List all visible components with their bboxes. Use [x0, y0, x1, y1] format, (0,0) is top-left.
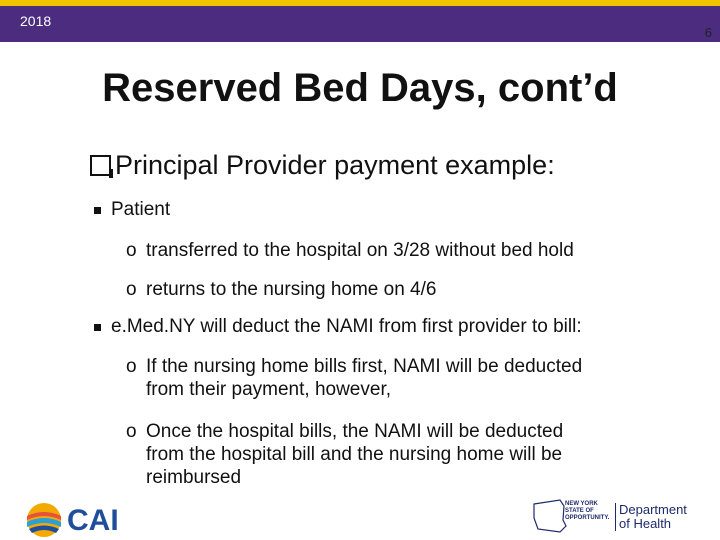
sub-bullet-line: If the nursing home bills first, NAMI will be deducted	[146, 356, 583, 377]
sub-bullet-line: Once the hospital bills, the NAMI will be deducted	[146, 421, 564, 442]
sub-bullet-line: from their payment, however,	[146, 379, 391, 400]
doh-line: of Health	[619, 516, 672, 531]
bullet-text: Patient	[111, 199, 171, 220]
sub-bullet-nursing-home-first	[126, 355, 656, 401]
bullet-patient	[94, 199, 170, 221]
slide-title: Reserved Bed Days, cont’d	[102, 66, 618, 110]
department-of-health-label	[615, 503, 687, 531]
header-bar	[0, 6, 720, 42]
bullet-emedny	[94, 316, 582, 338]
sub-bullet-transferred	[126, 239, 656, 262]
main-bullet	[90, 150, 555, 181]
nys-line: STATE OF	[565, 508, 594, 514]
sub-bullet-returns	[126, 278, 656, 301]
circle-bullet-icon: o	[126, 356, 137, 377]
bullet-text: e.Med.NY will deduct the NAMI from first provider to bill:	[111, 316, 582, 337]
sub-bullet-hospital-bills	[126, 420, 656, 489]
sub-bullet-line: from the hospital bill and the nursing home will be	[146, 444, 563, 465]
header-year: 2018	[20, 13, 52, 29]
circle-bullet-icon: o	[126, 240, 137, 261]
main-bullet-text: Principal Provider payment example:	[115, 150, 555, 180]
sub-bullet-text: returns to the nursing home on 4/6	[146, 279, 437, 300]
cai-logo-text: CAI	[67, 504, 119, 537]
doh-line: Department	[619, 502, 687, 517]
nys-wordmark	[565, 501, 609, 522]
circle-bullet-icon: o	[126, 279, 137, 300]
square-bullet-icon	[94, 207, 101, 214]
nys-line: OPPORTUNITY.	[565, 515, 610, 521]
checkbox-bullet-icon	[90, 155, 111, 176]
circle-bullet-icon: o	[126, 421, 137, 442]
sub-bullet-text: transferred to the hospital on 3/28 without bed hold	[146, 240, 574, 261]
page-number: 6	[704, 25, 712, 40]
sub-bullet-line: reimbursed	[146, 467, 242, 488]
square-bullet-icon	[94, 324, 101, 331]
nys-line: NEW YORK	[565, 501, 598, 507]
